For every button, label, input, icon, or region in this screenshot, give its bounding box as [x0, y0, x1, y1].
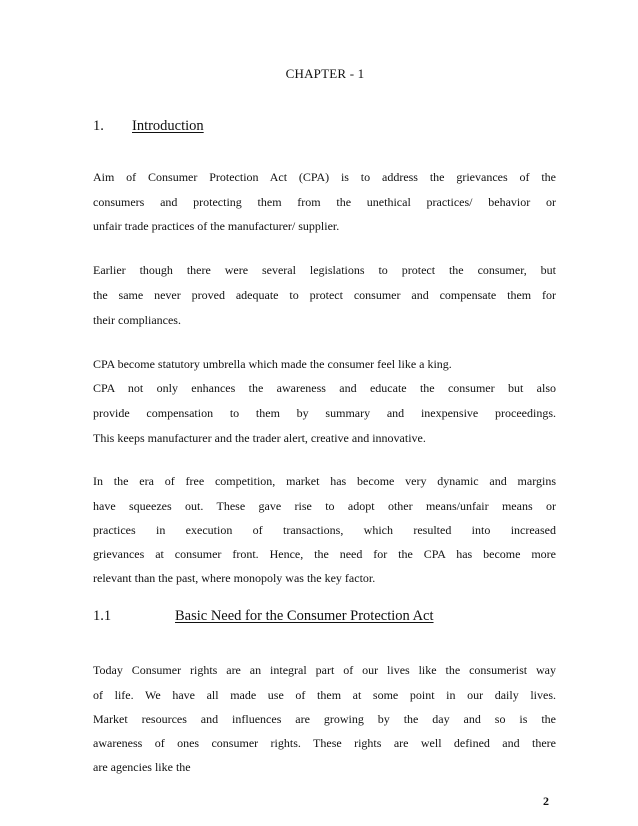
- section-heading-introduction: [93, 118, 204, 135]
- paragraph-line: provide compensation to them by summary and inexpensive proceedings.: [93, 406, 556, 420]
- paragraph-line: Market resources and influences are growing by the day and so is the: [93, 712, 556, 726]
- paragraph-line: relevant than the past, where monopoly was the key factor.: [93, 571, 376, 585]
- paragraph-line: unfair trade practices of the manufacturer/ supplier.: [93, 219, 340, 233]
- paragraph-line: CPA become statutory umbrella which made the consumer feel like a king.: [93, 357, 452, 371]
- section-title: Basic Need for the Consumer Protection Act: [175, 608, 434, 624]
- section-number: 1.1: [93, 608, 112, 624]
- paragraph-line: practices in execution of transactions, which resulted into increased: [93, 523, 556, 537]
- paragraph-line: Earlier though there were several legislations to protect the consumer, but: [93, 263, 556, 277]
- section-number: 1.: [93, 118, 104, 134]
- paragraph-line: have squeezes out. These gave rise to adopt other means/unfair means or: [93, 499, 556, 513]
- paragraph-line: of life. We have all made use of them at some point in our daily lives.: [93, 688, 556, 702]
- paragraph-line: consumers and protecting them from the unethical practices/ behavior or: [93, 195, 556, 209]
- paragraph-line: awareness of ones consumer rights. These rights are well defined and there: [93, 736, 556, 750]
- paragraph-line: their compliances.: [93, 313, 181, 327]
- page-number: 2: [543, 794, 549, 808]
- paragraph-line: grievances at consumer front. Hence, the need for the CPA has become more: [93, 547, 556, 561]
- chapter-title: CHAPTER - 1: [285, 66, 365, 81]
- paragraph-line: the same never proved adequate to protect consumer and compensate them for: [93, 288, 556, 302]
- paragraph-line: In the era of free competition, market has become very dynamic and margins: [93, 474, 556, 488]
- section-heading-basic-need: [93, 608, 434, 625]
- paragraph-line: Today Consumer rights are an integral part of our lives like the consumerist way: [93, 663, 556, 677]
- paragraph-line: are agencies like the: [93, 760, 191, 774]
- paragraph-line: This keeps manufacturer and the trader alert, creative and innovative.: [93, 431, 426, 445]
- paragraph-line: Aim of Consumer Protection Act (CPA) is to address the grievances of the: [93, 170, 556, 184]
- section-title: Introduction: [132, 118, 204, 134]
- paragraph-line: CPA not only enhances the awareness and educate the consumer but also: [93, 381, 556, 395]
